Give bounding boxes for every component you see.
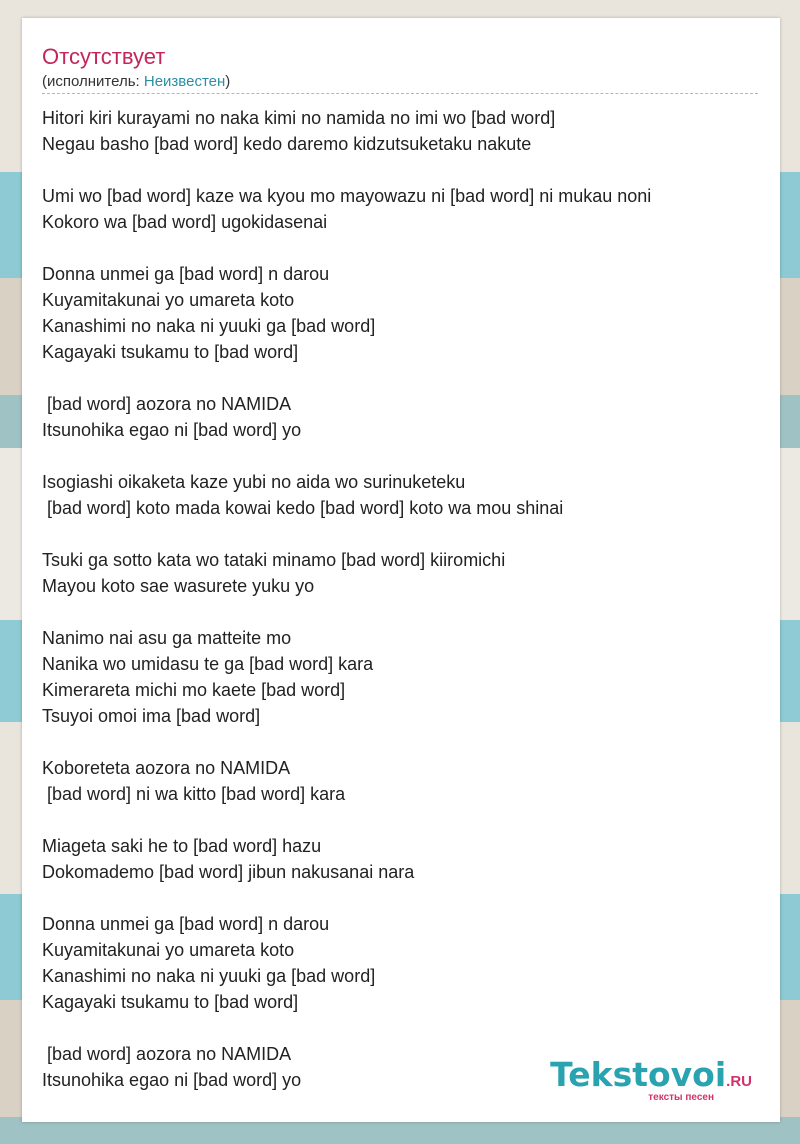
lyric-line: Donna unmei ga [bad word] n darou [42, 264, 330, 284]
lyric-blank-line [42, 443, 762, 469]
lyric-line: [bad word] aozora no NAMIDA [42, 1044, 292, 1064]
lyric-line: Hitori kiri kurayami no naka kimi no namida no imi wo [bad word] [42, 108, 556, 128]
lyric-line: Kagayaki tsukamu to [bad word] [42, 992, 299, 1012]
lyric-line: Kuyamitakunai yo umareta koto [42, 290, 295, 310]
lyrics-card [22, 18, 780, 1122]
lyric-blank-line [42, 235, 762, 261]
artist-suffix: ) [225, 73, 231, 90]
lyric-line: Donna unmei ga [bad word] n darou [42, 914, 330, 934]
lyric-blank-line [42, 521, 762, 547]
logo-tld: .RU [726, 1073, 752, 1090]
logo-tagline: тексты песен [648, 1092, 714, 1103]
lyric-line: Umi wo [bad word] kaze wa kyou mo mayowazu ni [bad word] ni mukau noni [42, 186, 652, 206]
logo-name: Tekstovoi [550, 1055, 727, 1094]
lyric-line: Dokomademo [bad word] jibun nakusanai nara [42, 862, 415, 882]
lyric-line: Isogiashi oikaketa kaze yubi no aida wo surinuketeku [42, 472, 466, 492]
lyric-blank-line [42, 729, 762, 755]
song-title: Отсутствует [42, 44, 166, 69]
title-divider [42, 93, 758, 94]
lyric-line: Itsunohika egao ni [bad word] yo [42, 420, 302, 440]
lyric-line: Tsuki ga sotto kata wo tataki minamo [bad word] kiiromichi [42, 550, 506, 570]
lyric-line: Kanashimi no naka ni yuuki ga [bad word] [42, 316, 376, 336]
lyric-blank-line [42, 885, 762, 911]
lyric-line: Negau basho [bad word] kedo daremo kidzutsuketaku nakute [42, 134, 532, 154]
lyric-line: [bad word] aozora no NAMIDA [42, 394, 292, 414]
lyric-blank-line [42, 807, 762, 833]
artist-prefix: (исполнитель: [42, 73, 144, 90]
lyric-line: Kuyamitakunai yo umareta koto [42, 940, 295, 960]
lyric-line: Miageta saki he to [bad word] hazu [42, 836, 322, 856]
lyric-blank-line [42, 1015, 762, 1041]
lyric-line: Mayou koto sae wasurete yuku yo [42, 576, 315, 596]
lyric-line: Koboreteta aozora no NAMIDA [42, 758, 291, 778]
lyric-blank-line [42, 365, 762, 391]
artist-link[interactable]: Неизвестен [143, 73, 226, 90]
lyric-line: Kimerareta michi mo kaete [bad word] [42, 680, 346, 700]
lyric-line: Nanimo nai asu ga matteite mo [42, 628, 292, 648]
artist-line [42, 73, 230, 91]
lyric-line: [bad word] ni wa kitto [bad word] kara [42, 784, 346, 804]
lyric-blank-line [42, 157, 762, 183]
lyric-line: [bad word] koto mada kowai kedo [bad word] koto wa mou shinai [42, 498, 564, 518]
lyric-line: Itsunohika egao ni [bad word] yo [42, 1070, 302, 1090]
lyrics-text [42, 105, 762, 1093]
lyric-line: Tsuyoi omoi ima [bad word] [42, 706, 261, 726]
lyric-line: Nanika wo umidasu te ga [bad word] kara [42, 654, 374, 674]
site-logo[interactable] [550, 1055, 752, 1103]
lyric-blank-line [42, 599, 762, 625]
lyric-line: Kagayaki tsukamu to [bad word] [42, 342, 299, 362]
lyric-line: Kanashimi no naka ni yuuki ga [bad word] [42, 966, 376, 986]
lyric-line: Kokoro wa [bad word] ugokidasenai [42, 212, 328, 232]
